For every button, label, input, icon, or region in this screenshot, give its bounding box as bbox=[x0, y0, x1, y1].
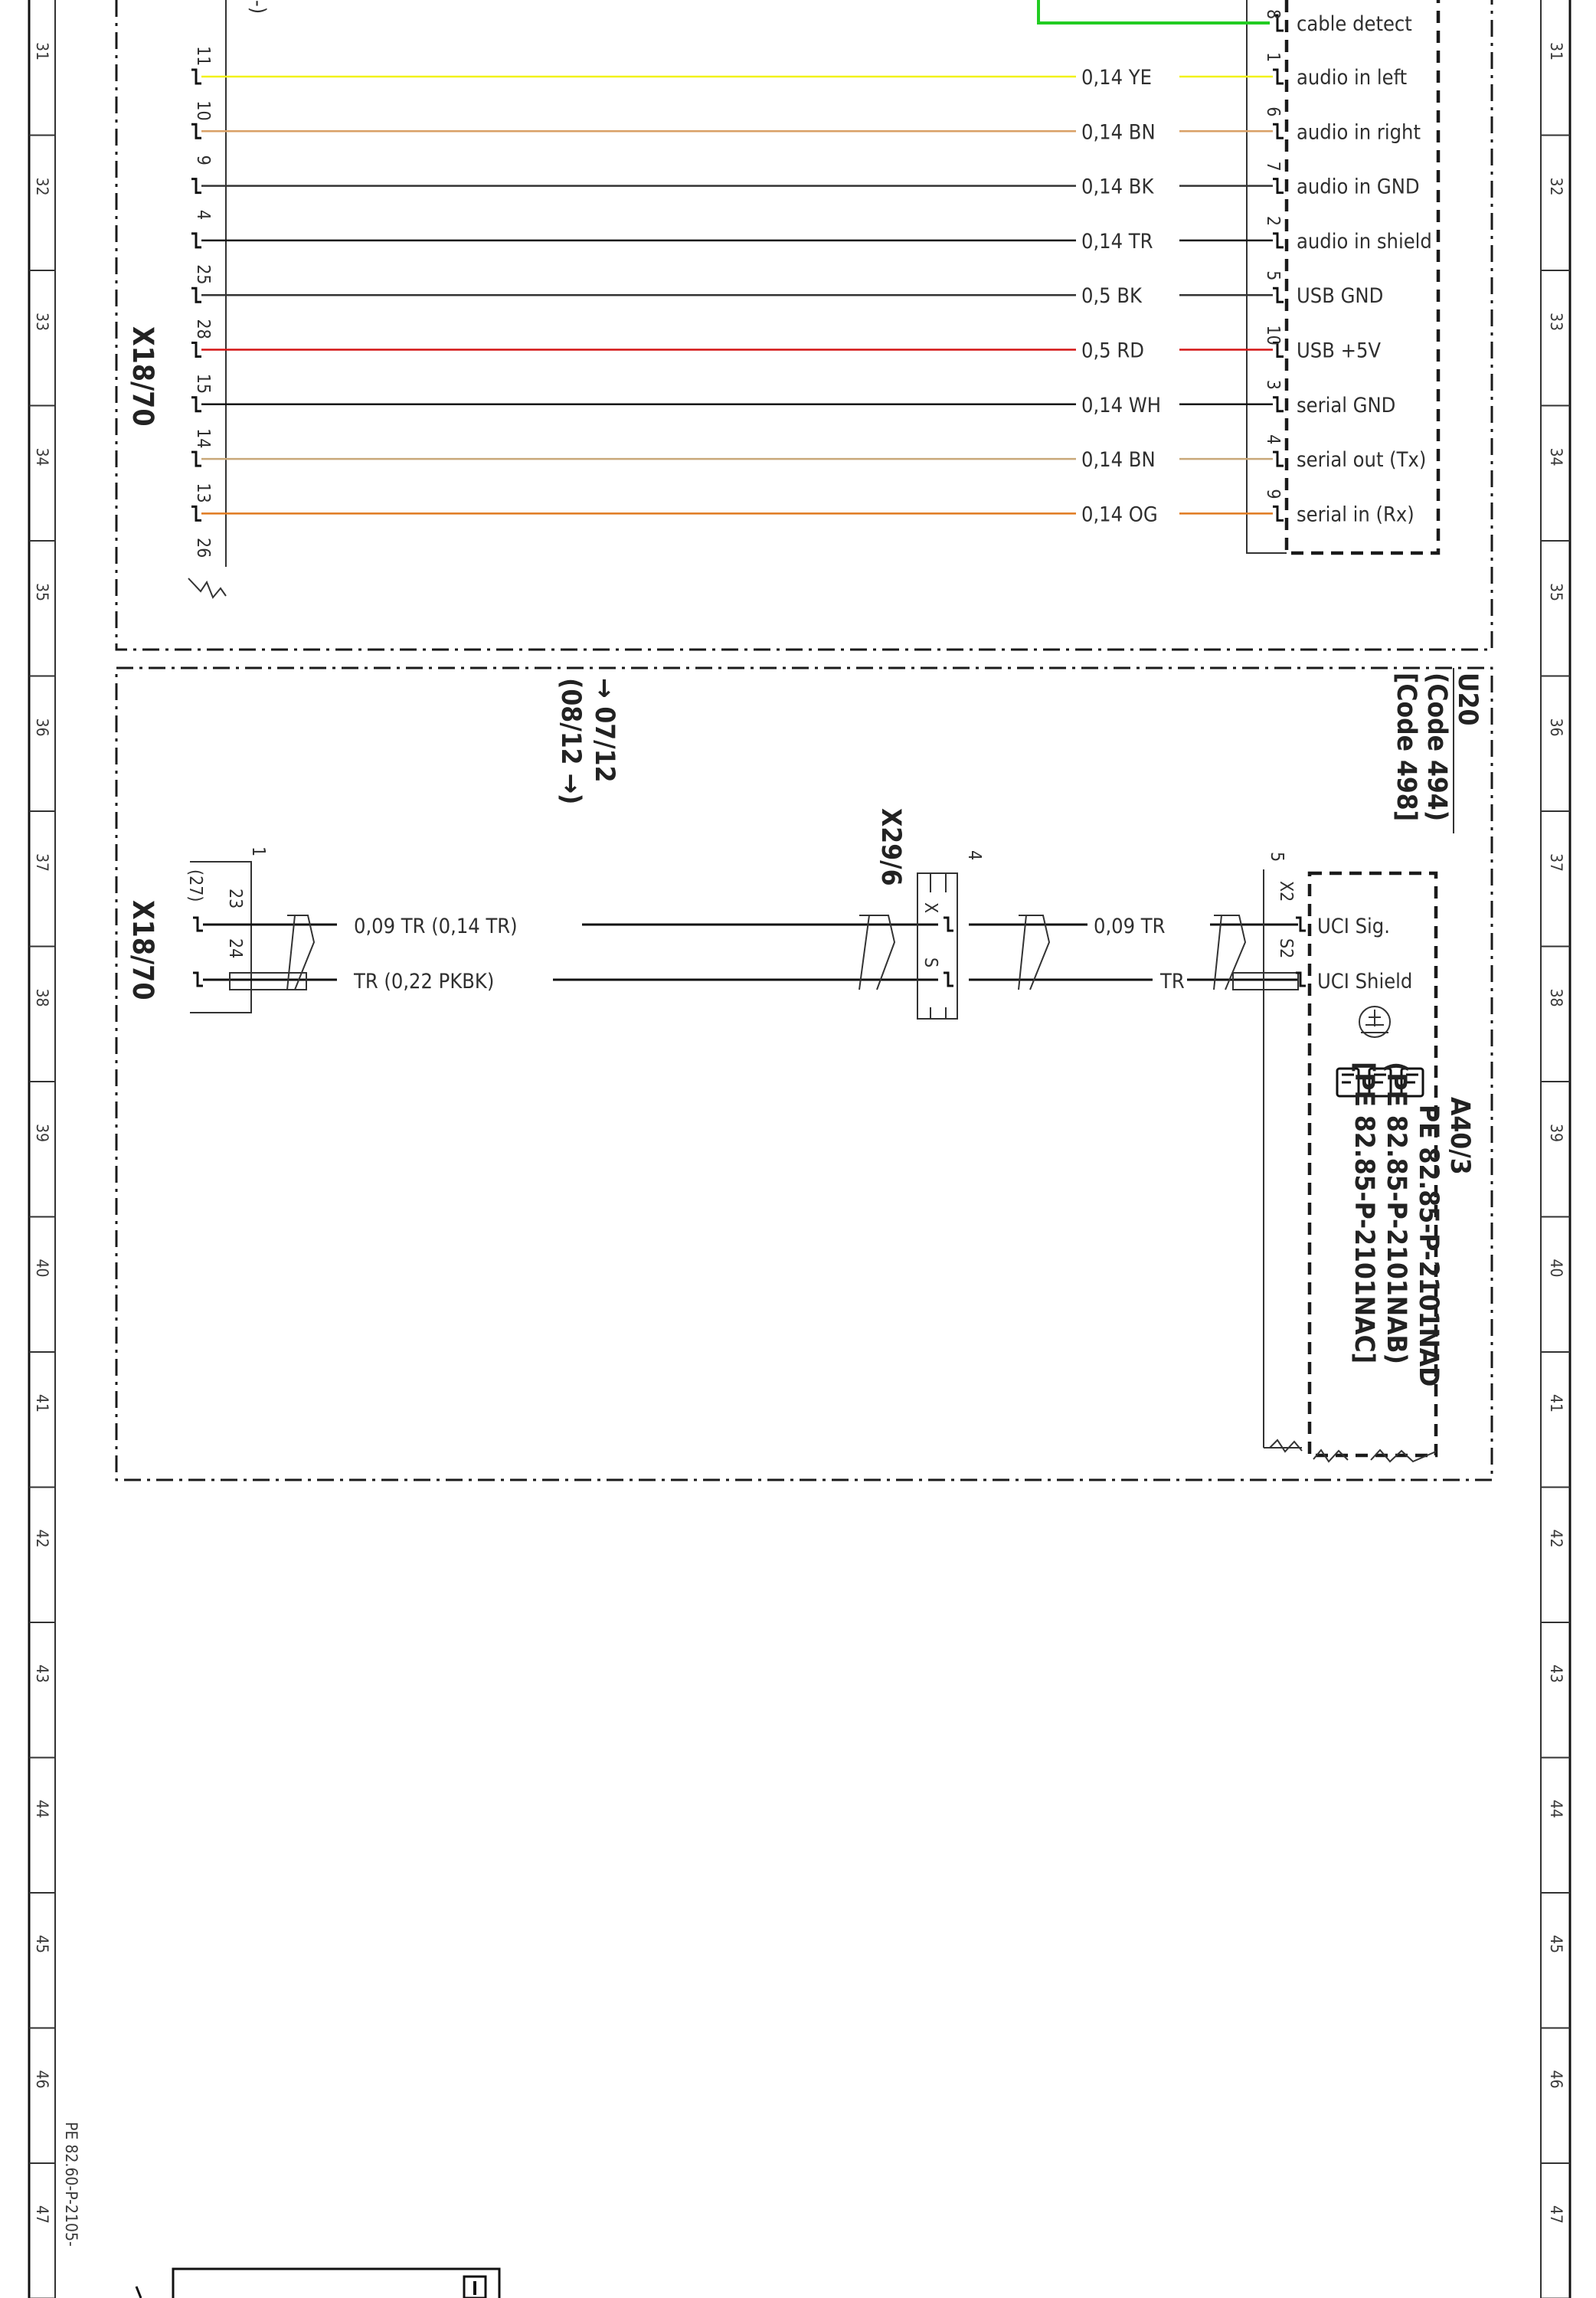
wire-spec: 0,5 RD bbox=[1081, 339, 1144, 363]
row-number-right: 45 bbox=[1547, 1935, 1565, 1954]
lower-section bbox=[116, 668, 1492, 1480]
row-number-left: 43 bbox=[33, 1665, 51, 1684]
row-number-right: 41 bbox=[1547, 1394, 1565, 1413]
wire-row bbox=[191, 46, 1407, 90]
coupler-pin-s: S bbox=[921, 958, 940, 968]
coupler-x29-6 bbox=[875, 808, 984, 1019]
row-number-left: 39 bbox=[33, 1124, 51, 1143]
row-number-left: 45 bbox=[33, 1935, 51, 1954]
module-code-1: (Code 494) bbox=[1421, 673, 1452, 822]
left-pin: 4 bbox=[193, 209, 213, 221]
wire-spec: 0,14 BN bbox=[1081, 120, 1156, 145]
left-pin: 9 bbox=[193, 155, 213, 165]
signal-name: audio in left bbox=[1297, 66, 1408, 90]
device-ref-2: (PE 82.85-P-2101NAB) bbox=[1381, 1062, 1411, 1364]
wire-row bbox=[191, 100, 1421, 144]
signal-name: USB +5V bbox=[1297, 339, 1382, 363]
left-pin: 25 bbox=[193, 264, 213, 285]
wire-row bbox=[191, 428, 1426, 472]
signal-name: audio in shield bbox=[1297, 229, 1432, 254]
right-pin: 5 bbox=[1263, 270, 1283, 281]
device-group-5: 5 bbox=[1267, 852, 1287, 863]
row-number-left: 42 bbox=[33, 1529, 51, 1548]
right-pin: 2 bbox=[1263, 215, 1283, 227]
device-pin-s2: S2 bbox=[1276, 938, 1296, 959]
coupler-group-4: 4 bbox=[964, 850, 984, 861]
signal-cable-detect: cable detect bbox=[1297, 12, 1412, 36]
left-pin-26: 26 bbox=[193, 538, 213, 558]
pin-8: 8 bbox=[1263, 9, 1283, 20]
upper-connector-label: X18/70 bbox=[126, 326, 159, 427]
wire-row bbox=[191, 374, 1395, 417]
cross-ref-2: (08/12 →) bbox=[555, 678, 586, 805]
wire-row bbox=[191, 155, 1420, 199]
row-number-right: 44 bbox=[1547, 1799, 1565, 1818]
cross-ref-1: → 07/12 bbox=[589, 678, 620, 783]
row-number-left: 34 bbox=[33, 447, 51, 466]
row-number-left: 37 bbox=[33, 853, 51, 872]
wire-spec: 0,14 TR bbox=[1081, 229, 1153, 254]
left-pin-27: (27) bbox=[185, 869, 205, 902]
signal-name: serial in (Rx) bbox=[1297, 502, 1414, 527]
left-pin: 14 bbox=[193, 428, 213, 449]
wire-shield-left: TR (0,22 PKBK) bbox=[354, 970, 495, 994]
wire-spec: 0,14 YE bbox=[1081, 66, 1152, 90]
wire-spec: 0,5 BK bbox=[1081, 284, 1142, 309]
left-pin-23: 23 bbox=[225, 889, 245, 909]
wire-row bbox=[191, 483, 1414, 526]
wire-spec: 0,14 WH bbox=[1081, 393, 1162, 417]
row-number-left: 36 bbox=[33, 718, 51, 737]
doc-reference: PE 82.60-P-2105- bbox=[62, 2122, 80, 2247]
row-number-left: 32 bbox=[33, 177, 51, 196]
left-group-1: 1 bbox=[248, 846, 268, 857]
row-number-right: 32 bbox=[1547, 177, 1565, 196]
row-number-left: 33 bbox=[33, 313, 51, 332]
row-number-left: 35 bbox=[33, 583, 51, 602]
signal-name: serial GND bbox=[1297, 393, 1396, 417]
row-number-right: 47 bbox=[1547, 2205, 1565, 2224]
right-pin: 4 bbox=[1263, 434, 1283, 445]
row-number-right: 39 bbox=[1547, 1124, 1565, 1143]
left-pin: 11 bbox=[193, 46, 213, 67]
row-number-right: 35 bbox=[1547, 583, 1565, 602]
device-a40-3 bbox=[1267, 852, 1475, 1462]
row-number-right: 34 bbox=[1547, 447, 1565, 466]
right-pin: 3 bbox=[1263, 379, 1283, 390]
row-number-right: 40 bbox=[1547, 1259, 1565, 1278]
left-pin: 13 bbox=[193, 483, 213, 503]
right-pin: 9 bbox=[1263, 489, 1283, 499]
coupler-pin-x: X bbox=[921, 902, 940, 914]
coupler-id: X29/6 bbox=[875, 808, 906, 886]
signal-name: audio in right bbox=[1297, 120, 1421, 145]
row-number-left: 44 bbox=[33, 1799, 51, 1818]
wire-row bbox=[191, 319, 1381, 363]
row-number-left: 41 bbox=[33, 1394, 51, 1413]
row-number-right: 33 bbox=[1547, 313, 1565, 332]
module-id: U20 bbox=[1452, 673, 1483, 726]
row-number-left: 31 bbox=[33, 42, 51, 61]
left-pin: 10 bbox=[193, 100, 213, 121]
row-number-left: 38 bbox=[33, 988, 51, 1007]
row-number-right: 31 bbox=[1547, 42, 1565, 61]
row-number-left: 40 bbox=[33, 1259, 51, 1278]
wire-spec: 0,14 BK bbox=[1081, 175, 1154, 199]
right-pin: 1 bbox=[1263, 52, 1283, 63]
device-signal-1: UCI Sig. bbox=[1317, 915, 1390, 938]
device-ref-3: [PE 82.85-P-2101NAC] bbox=[1349, 1062, 1379, 1363]
row-number-left: 46 bbox=[33, 2070, 51, 2089]
bottom-fragments bbox=[62, 2122, 499, 2298]
left-pin-24: 24 bbox=[225, 938, 245, 959]
lower-connector-label: X18/70 bbox=[126, 900, 159, 1000]
row-number-right: 38 bbox=[1547, 988, 1565, 1007]
row-number-right: 37 bbox=[1547, 853, 1565, 872]
device-pin-x2: X2 bbox=[1276, 881, 1296, 902]
ground-icon bbox=[1359, 1007, 1390, 1037]
wire-row bbox=[191, 264, 1383, 308]
wire-spec: 0,14 OG bbox=[1081, 502, 1158, 527]
device-signal-2: UCI Shield bbox=[1317, 970, 1413, 994]
wire-sig-right: 0,09 TR bbox=[1094, 915, 1166, 938]
left-pin: 15 bbox=[193, 373, 213, 394]
upper-section bbox=[116, 0, 1492, 650]
wire-sig-left: 0,09 TR (0,14 TR) bbox=[354, 915, 518, 938]
right-pin: 10 bbox=[1263, 325, 1283, 345]
signal-name: serial out (Tx) bbox=[1297, 448, 1427, 473]
row-number-right: 42 bbox=[1547, 1529, 1565, 1548]
row-number-left: 47 bbox=[33, 2205, 51, 2224]
row-number-right: 46 bbox=[1547, 2070, 1565, 2089]
signal-name: USB GND bbox=[1297, 284, 1384, 309]
row-number-right: 43 bbox=[1547, 1665, 1565, 1684]
right-pin: 6 bbox=[1263, 106, 1283, 117]
wire-spec: 0,14 BN bbox=[1081, 448, 1156, 473]
upper-arrow-fragment: -) bbox=[246, 0, 270, 15]
left-pin: 28 bbox=[193, 319, 213, 339]
wire-shield-right: TR bbox=[1160, 970, 1185, 994]
module-code-2: [Code 498] bbox=[1391, 673, 1421, 822]
row-number-right: 36 bbox=[1547, 718, 1565, 737]
right-pin: 7 bbox=[1263, 161, 1283, 172]
device-ref-1: PE 82.85-P-2101NAD bbox=[1413, 1105, 1444, 1387]
signal-name: audio in GND bbox=[1297, 175, 1420, 199]
device-id: A40/3 bbox=[1444, 1097, 1475, 1175]
wire-row bbox=[191, 210, 1432, 254]
